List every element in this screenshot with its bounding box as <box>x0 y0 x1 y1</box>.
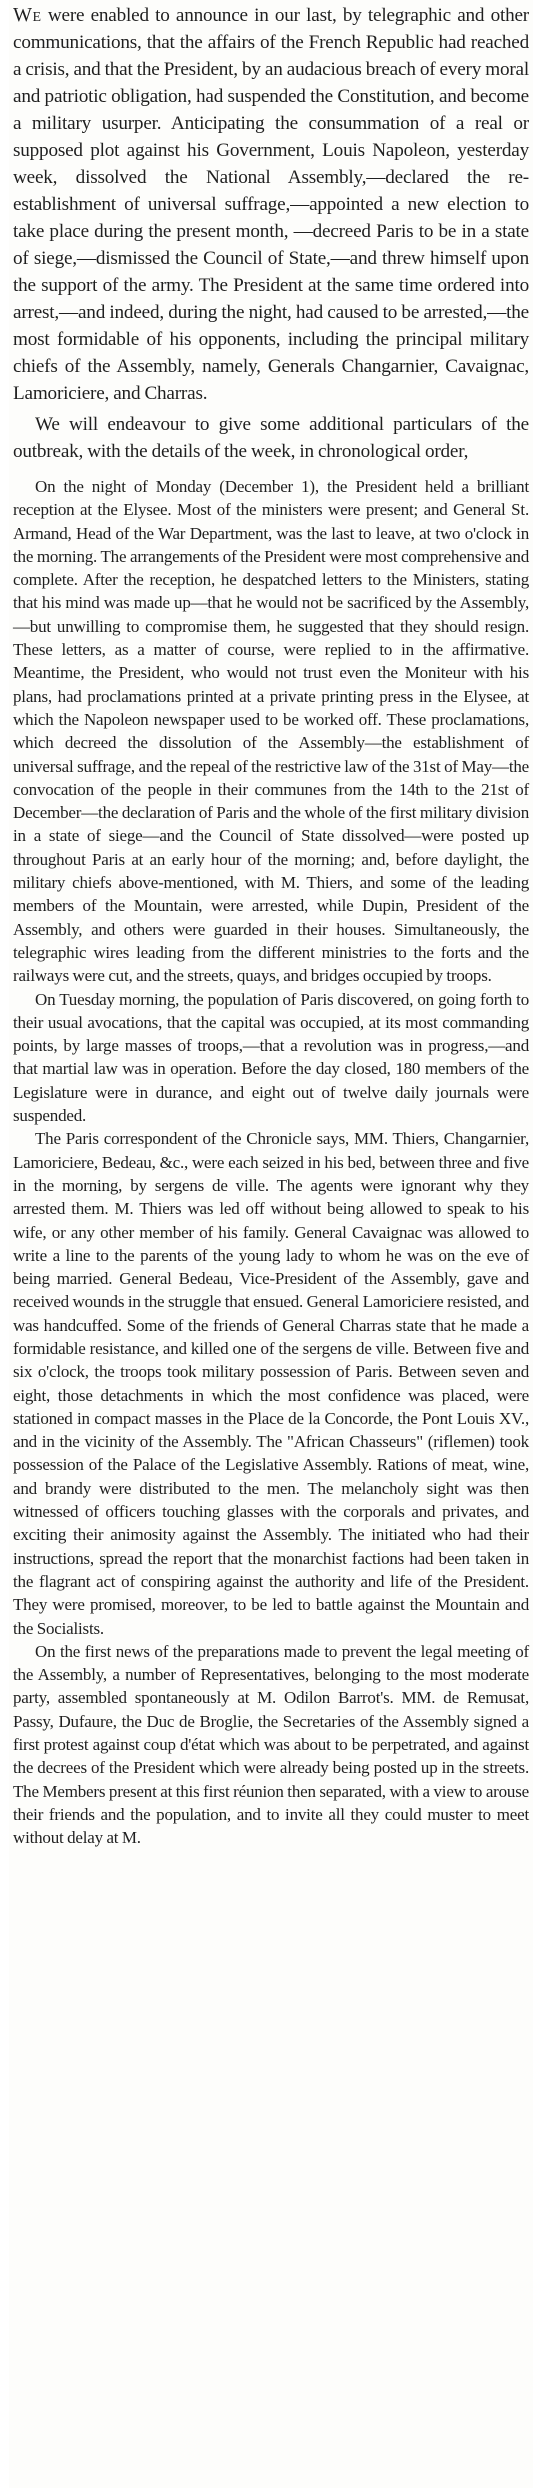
intro-text: were enabled to announce in our last, by telegraphic and other communications, that the affairs of the French Republic had reached a crisis, and that the President, by an audacious breach of every moral and patriotic obligation, had suspended the Constitution, and become a military usurper. Anticipating the consummation of a real or supposed plot against his Government, Louis Napoleon, yesterday week, dissolved the National Assembly,—declared the re-establishment of universal suffrage,—appointed a new election to take place during the present month, —decreed Paris to be in a state of siege,—dismissed the Council of State,—and threw himself upon the support of the army. The President at the same time ordered into arrest,—and indeed, during the night, had caused to be arrested,—the most formidable of his opponents, including the principal military chiefs of the Assembly, namely, Generals Changarnier, Cavaignac, Lamoriciere, and Charras. <box>13 5 529 404</box>
tuesday-paragraph: On Tuesday morning, the population of Paris discovered, on going forth to their usual avocations, that the capital was occupied, at its most commanding points, by large masses of troops,—that a revolution was in progress,—and that martial law was in operation. Before the day closed, 180 members of the Legislature were in durance, and eight out of twelve daily journals were suspended. <box>13 989 529 1126</box>
article-column <box>9 0 533 1850</box>
second-paragraph: We will endeavour to give some additional particulars of the outbreak, with the details of the week, in chronological order, <box>13 414 529 462</box>
monday-paragraph: On the night of Monday (December 1), the President held a brilliant reception at the Elysee. Most of the ministers were present; and General St. Armand, Head of the War Department, was the last to leave, at two o'clock in the morning. The arrangements of the President were most comprehensive and complete. After the reception, he despatched letters to the Ministers, stating that his mind was made up—that he would not be sacrificed by the Assembly,—but unwilling to compromise them, he suggested that they should resign. These letters, as a matter of course, were replied to in the affirmative. Meantime, the President, who would not trust even the Moniteur with his plans, had proclamations printed at a private printing press in the Elysee, at which the Napoleon newspaper used to be worked off. These proclamations, which decreed the dissolution of the Assembly—the establishment of universal suffrage, and the repeal of the restrictive law of the 31st of May—the convocation of the people in their communes from the 14th to the 21st of December—the declaration of Paris and the whole of the first military division in a state of siege—and the Council of State dissolved—were posted up throughout Paris at an early hour of the morning; and, before daylight, the military chiefs above-mentioned, with M. Thiers, and some of the leading members of the Mountain, were arrested, while Dupin, President of the Assembly, and others were guarded in their houses. Simultaneously, the telegraphic wires leading from the different ministries to the forts and the railways were cut, and the streets, quays, and bridges occupied by troops. <box>13 477 529 986</box>
first-news-paragraph: On the first news of the preparations made to prevent the legal meeting of the Assembly, a number of Representatives, belonging to the most moderate party, assembled spontaneously at M. Odilon Barrot's. MM. de Remusat, Passy, Dufaure, the Duc de Broglie, the Secretaries of the Assembly signed a first protest against coup d'état which was about to be perpetrated, and against the decrees of the President which were already being posted up in the streets. The Members present at this first réunion then separated, with a view to arouse their friends and the population, and to invite all they could muster to meet without delay at M. <box>13 1641 529 1848</box>
chronicle-paragraph: The Paris correspondent of the Chronicle says, MM. Thiers, Changarnier, Lamoriciere, Bedeau, &c., were each seized in his bed, between three and five in the morning, by sergens de ville. The agents were ignorant why they arrested them. M. Thiers was led off without being allowed to speak to his wife, or any other member of his family. General Cavaignac was allowed to write a line to the parents of the young lady to whom he was on the eve of being married. General Bedeau, Vice-President of the Assembly, gave and received wounds in the struggle that ensued. General Lamoriciere resisted, and was handcuffed. Some of the friends of General Charras state that he made a formidable resistance, and killed one of the sergens de ville. Between five and six o'clock, the troops took military possession of Paris. Between seven and eight, those detachments in which the most confidence was placed, were stationed in compact masses in the Place de la Concorde, the Pont Louis XV., and in the vicinity of the Assembly. The "African Chasseurs" (riflemen) took possession of the Palace of the Legislative Assembly. Rations of meat, wine, and brandy were distributed to the men. The melancholy sight was then witnessed of officers touching glasses with the corporals and privates, and exciting their animosity against the Assembly. The initiated who had their instructions, spread the report that the monarchist factions had been taken in the flagrant act of conspiring against the authority and life of the President. They were promised, moreover, to be led to battle against the Mountain and the Socialists. <box>13 1129 529 1638</box>
lead-word: We <box>13 4 42 26</box>
newspaper-page <box>9 0 533 2488</box>
intro-paragraph <box>13 2 529 407</box>
